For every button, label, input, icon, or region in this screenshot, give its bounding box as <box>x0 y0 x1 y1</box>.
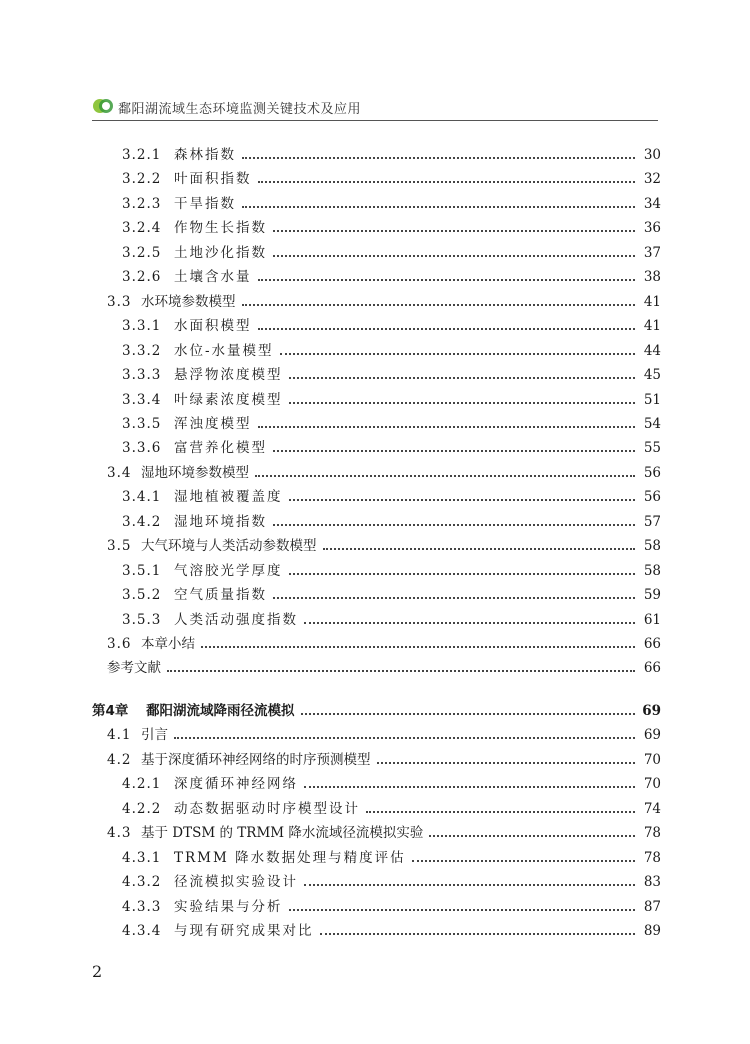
toc-dot-leader <box>258 426 636 428</box>
toc-entry[interactable] <box>122 216 661 236</box>
toc-dot-leader <box>280 353 635 355</box>
toc-entry-number: 4.2.2 <box>122 800 162 817</box>
toc-entry[interactable] <box>122 772 661 792</box>
toc-entry[interactable] <box>122 167 661 187</box>
toc-entry-page: 45 <box>643 367 661 384</box>
toc-entry-page: 66 <box>643 636 661 652</box>
toc-dot-leader <box>201 646 635 648</box>
header-rule <box>92 120 658 121</box>
toc-dot-leader <box>304 884 635 886</box>
toc-dot-leader <box>289 499 636 501</box>
header-title: 鄱阳湖流域生态环境监测关键技术及应用 <box>118 102 362 117</box>
toc-entry-title: 作物生长指数 <box>174 220 267 237</box>
page-number: 2 <box>92 962 103 981</box>
toc-dot-leader <box>289 377 636 379</box>
toc-entry-number: 4.3.2 <box>122 874 162 891</box>
toc-entry-page: 51 <box>643 391 661 408</box>
running-header <box>92 96 658 120</box>
toc-entry-number: 3.2.2 <box>122 171 162 188</box>
toc-entry-page: 69 <box>643 727 661 744</box>
toc-dot-leader <box>273 230 635 232</box>
toc-entry-page: 55 <box>643 440 661 457</box>
toc-entry-page: 32 <box>643 171 661 188</box>
toc-entry[interactable] <box>122 241 661 261</box>
toc-entry-number: 4.3.3 <box>122 898 162 915</box>
toc-entry-title: 基于 DTSM 的 TRMM 降水流域径流模拟实验 <box>141 825 424 842</box>
toc-entry-title: 干旱指数 <box>174 195 236 212</box>
toc-entry[interactable] <box>122 895 661 915</box>
toc-entry[interactable] <box>107 748 661 768</box>
toc-entry-page: 58 <box>643 562 661 579</box>
toc-dot-leader <box>242 157 635 159</box>
toc-entry-page: 78 <box>643 849 661 866</box>
toc-dot-leader <box>258 181 636 183</box>
toc-entry-page: 34 <box>643 195 661 212</box>
toc-entry-number: 3.3.6 <box>122 440 162 457</box>
toc-entry[interactable] <box>107 821 661 841</box>
toc-entry-title: 引言 <box>141 727 168 744</box>
toc-entry-title: 鄱阳湖流域降雨径流模拟 <box>146 702 295 719</box>
toc-entry[interactable] <box>122 143 661 163</box>
toc-entry-number: 3.3.2 <box>122 342 162 359</box>
toc-entry-page: 83 <box>643 874 661 891</box>
toc-entry-number: 3.5.1 <box>122 562 162 579</box>
toc-entry-number: 4.2 <box>107 751 132 768</box>
toc-entry[interactable] <box>122 388 661 408</box>
toc-dot-leader <box>323 548 636 550</box>
toc-entry-number: 3.2.4 <box>122 220 162 237</box>
toc-entry-page: 36 <box>643 220 661 237</box>
toc-entry[interactable] <box>122 192 661 212</box>
toc-entry-title: 浑浊度模型 <box>174 415 252 432</box>
toc-entry-page: 54 <box>643 415 661 432</box>
toc-entry[interactable] <box>122 412 661 432</box>
toc-entry-title: 悬浮物浓度模型 <box>174 367 283 384</box>
toc-entry-page: 70 <box>643 776 661 793</box>
toc-entry-number: 4.3 <box>107 825 132 842</box>
toc-entry[interactable] <box>122 797 661 817</box>
toc-dot-leader <box>320 933 636 935</box>
toc-entry-number: 3.4 <box>107 464 132 481</box>
toc-entry-title: 与现有研究成果对比 <box>174 922 314 939</box>
toc-dot-leader <box>366 811 635 813</box>
toc-entry-number: 4.3.4 <box>122 922 162 939</box>
toc-entry-number: 3.2.6 <box>122 269 162 286</box>
toc-entry-title: 土地沙化指数 <box>174 244 267 261</box>
toc-entry-page: 37 <box>643 244 661 261</box>
toc-dot-leader <box>289 402 636 404</box>
toc-entry-number: 3.2.1 <box>122 147 162 163</box>
toc-dot-leader <box>377 762 636 764</box>
toc-entry[interactable] <box>122 870 661 890</box>
toc-dot-leader <box>258 279 636 281</box>
toc-dot-leader <box>429 835 635 837</box>
toc-entry-page: 30 <box>643 147 661 163</box>
toc-entry[interactable] <box>122 265 661 285</box>
toc-entry[interactable] <box>122 608 661 628</box>
toc-entry[interactable] <box>122 436 661 456</box>
toc-entry-page: 41 <box>643 293 661 310</box>
toc-dot-leader <box>289 573 636 575</box>
toc-entry-number: 3.4.1 <box>122 489 162 506</box>
toc-entry-number: 3.6 <box>107 636 132 652</box>
toc-entry-title: 气溶胶光学厚度 <box>174 562 283 579</box>
toc-entry[interactable] <box>92 699 661 719</box>
toc-entry-number: 3.4.2 <box>122 513 162 530</box>
toc-entry-page: 56 <box>643 489 661 506</box>
toc-entry-title: 湿地植被覆盖度 <box>174 489 283 506</box>
toc-entry[interactable] <box>122 363 661 383</box>
toc-entry-number: 3.5.2 <box>122 587 162 604</box>
toc-entry-page: 44 <box>643 342 661 359</box>
toc-entry[interactable] <box>107 656 661 676</box>
toc-entry[interactable] <box>107 534 661 554</box>
toc-entry-page: 69 <box>642 702 661 719</box>
toc-entry-title: 动态数据驱动时序模型设计 <box>174 800 360 817</box>
toc-entry-page: 74 <box>643 800 661 817</box>
toc-entry-page: 59 <box>643 587 661 604</box>
toc-entry-title: 森林指数 <box>174 147 236 163</box>
toc-entry-title: 湿地环境指数 <box>174 513 267 530</box>
toc-dot-leader <box>412 860 635 862</box>
toc-dot-leader <box>174 737 635 739</box>
green-circle-logo-icon <box>92 97 114 115</box>
toc-entry-title: 富营养化模型 <box>174 440 267 457</box>
toc-entry-title: 实验结果与分析 <box>174 898 283 915</box>
toc-dot-leader <box>301 713 636 715</box>
toc-entry[interactable] <box>122 583 661 603</box>
toc-entry-number: 3.3.1 <box>122 318 162 335</box>
toc-entry-title: 叶绿素浓度模型 <box>174 391 283 408</box>
toc-dot-leader <box>167 670 635 672</box>
toc-entry-title: 水面积模型 <box>174 318 252 335</box>
toc-entry-page: 61 <box>643 611 661 628</box>
toc-entry[interactable] <box>122 846 661 866</box>
toc-entry-number: 4.2.1 <box>122 776 162 793</box>
toc-entry-number: 第4章 <box>92 702 129 719</box>
toc-entry-page: 66 <box>643 660 661 677</box>
toc-entry-number: 3.2.5 <box>122 244 162 261</box>
toc-entry-page: 38 <box>643 269 661 286</box>
toc-entry[interactable] <box>122 314 661 334</box>
toc-entry[interactable] <box>122 559 661 579</box>
toc-dot-leader <box>258 328 636 330</box>
toc-dot-leader <box>242 206 635 208</box>
toc-entry[interactable] <box>107 723 661 743</box>
toc-entry-number: 3.2.3 <box>122 195 162 212</box>
toc-dot-leader <box>273 597 635 599</box>
toc-entry-page: 70 <box>643 751 661 768</box>
toc-entry-title: 基于深度循环神经网络的时序预测模型 <box>141 751 371 768</box>
toc-entry[interactable] <box>122 485 661 505</box>
toc-dot-leader <box>289 909 636 911</box>
toc-entry-title: 大气环境与人类活动参数模型 <box>141 538 317 555</box>
toc-entry[interactable] <box>107 461 661 481</box>
toc-entry[interactable] <box>122 510 661 530</box>
toc-entry-number: 3.5 <box>107 538 132 555</box>
toc-entry-page: 57 <box>643 513 661 530</box>
toc-entry-title: 参考文献 <box>107 660 161 677</box>
toc-dot-leader <box>304 622 635 624</box>
toc-entry-number: 3.3.3 <box>122 367 162 384</box>
toc-entry-title: 湿地环境参数模型 <box>141 464 249 481</box>
toc-entry-number: 3.3.4 <box>122 391 162 408</box>
toc-dot-leader <box>304 786 635 788</box>
toc-entry[interactable] <box>122 919 661 939</box>
toc-dot-leader <box>273 255 635 257</box>
toc-entry[interactable] <box>122 339 661 359</box>
toc-entry[interactable] <box>107 632 661 652</box>
toc-entry-title: TRMM 降水数据处理与精度评估 <box>174 849 406 866</box>
toc-entry-title: 人类活动强度指数 <box>174 611 298 628</box>
toc-entry-title: 空气质量指数 <box>174 587 267 604</box>
toc-entry-title: 本章小结 <box>141 636 195 652</box>
toc-entry-title: 水位-水量模型 <box>174 342 274 359</box>
toc-entry-number: 4.3.1 <box>122 849 162 866</box>
toc-entry-title: 深度循环神经网络 <box>174 776 298 793</box>
toc-entry-page: 56 <box>643 464 661 481</box>
toc-entry-number: 3.3 <box>107 293 132 310</box>
toc-entry-page: 41 <box>643 318 661 335</box>
toc-dot-leader <box>273 524 635 526</box>
toc-dot-leader <box>242 304 636 306</box>
toc-entry-title: 土壤含水量 <box>174 269 252 286</box>
toc-entry-number: 3.3.5 <box>122 415 162 432</box>
toc-dot-leader <box>273 450 635 452</box>
toc-entry[interactable] <box>107 290 661 310</box>
toc-dot-leader <box>255 475 635 477</box>
toc-entry-title: 叶面积指数 <box>174 171 252 188</box>
toc-entry-page: 87 <box>643 898 661 915</box>
toc-entry-page: 89 <box>643 922 661 939</box>
toc-entry-title: 径流模拟实验设计 <box>174 874 298 891</box>
toc-entry-page: 58 <box>643 538 661 555</box>
toc-entry-number: 3.5.3 <box>122 611 162 628</box>
toc-entry-title: 水环境参数模型 <box>141 293 236 310</box>
toc-entry-page: 78 <box>643 825 661 842</box>
toc-entry-number: 4.1 <box>107 727 132 744</box>
